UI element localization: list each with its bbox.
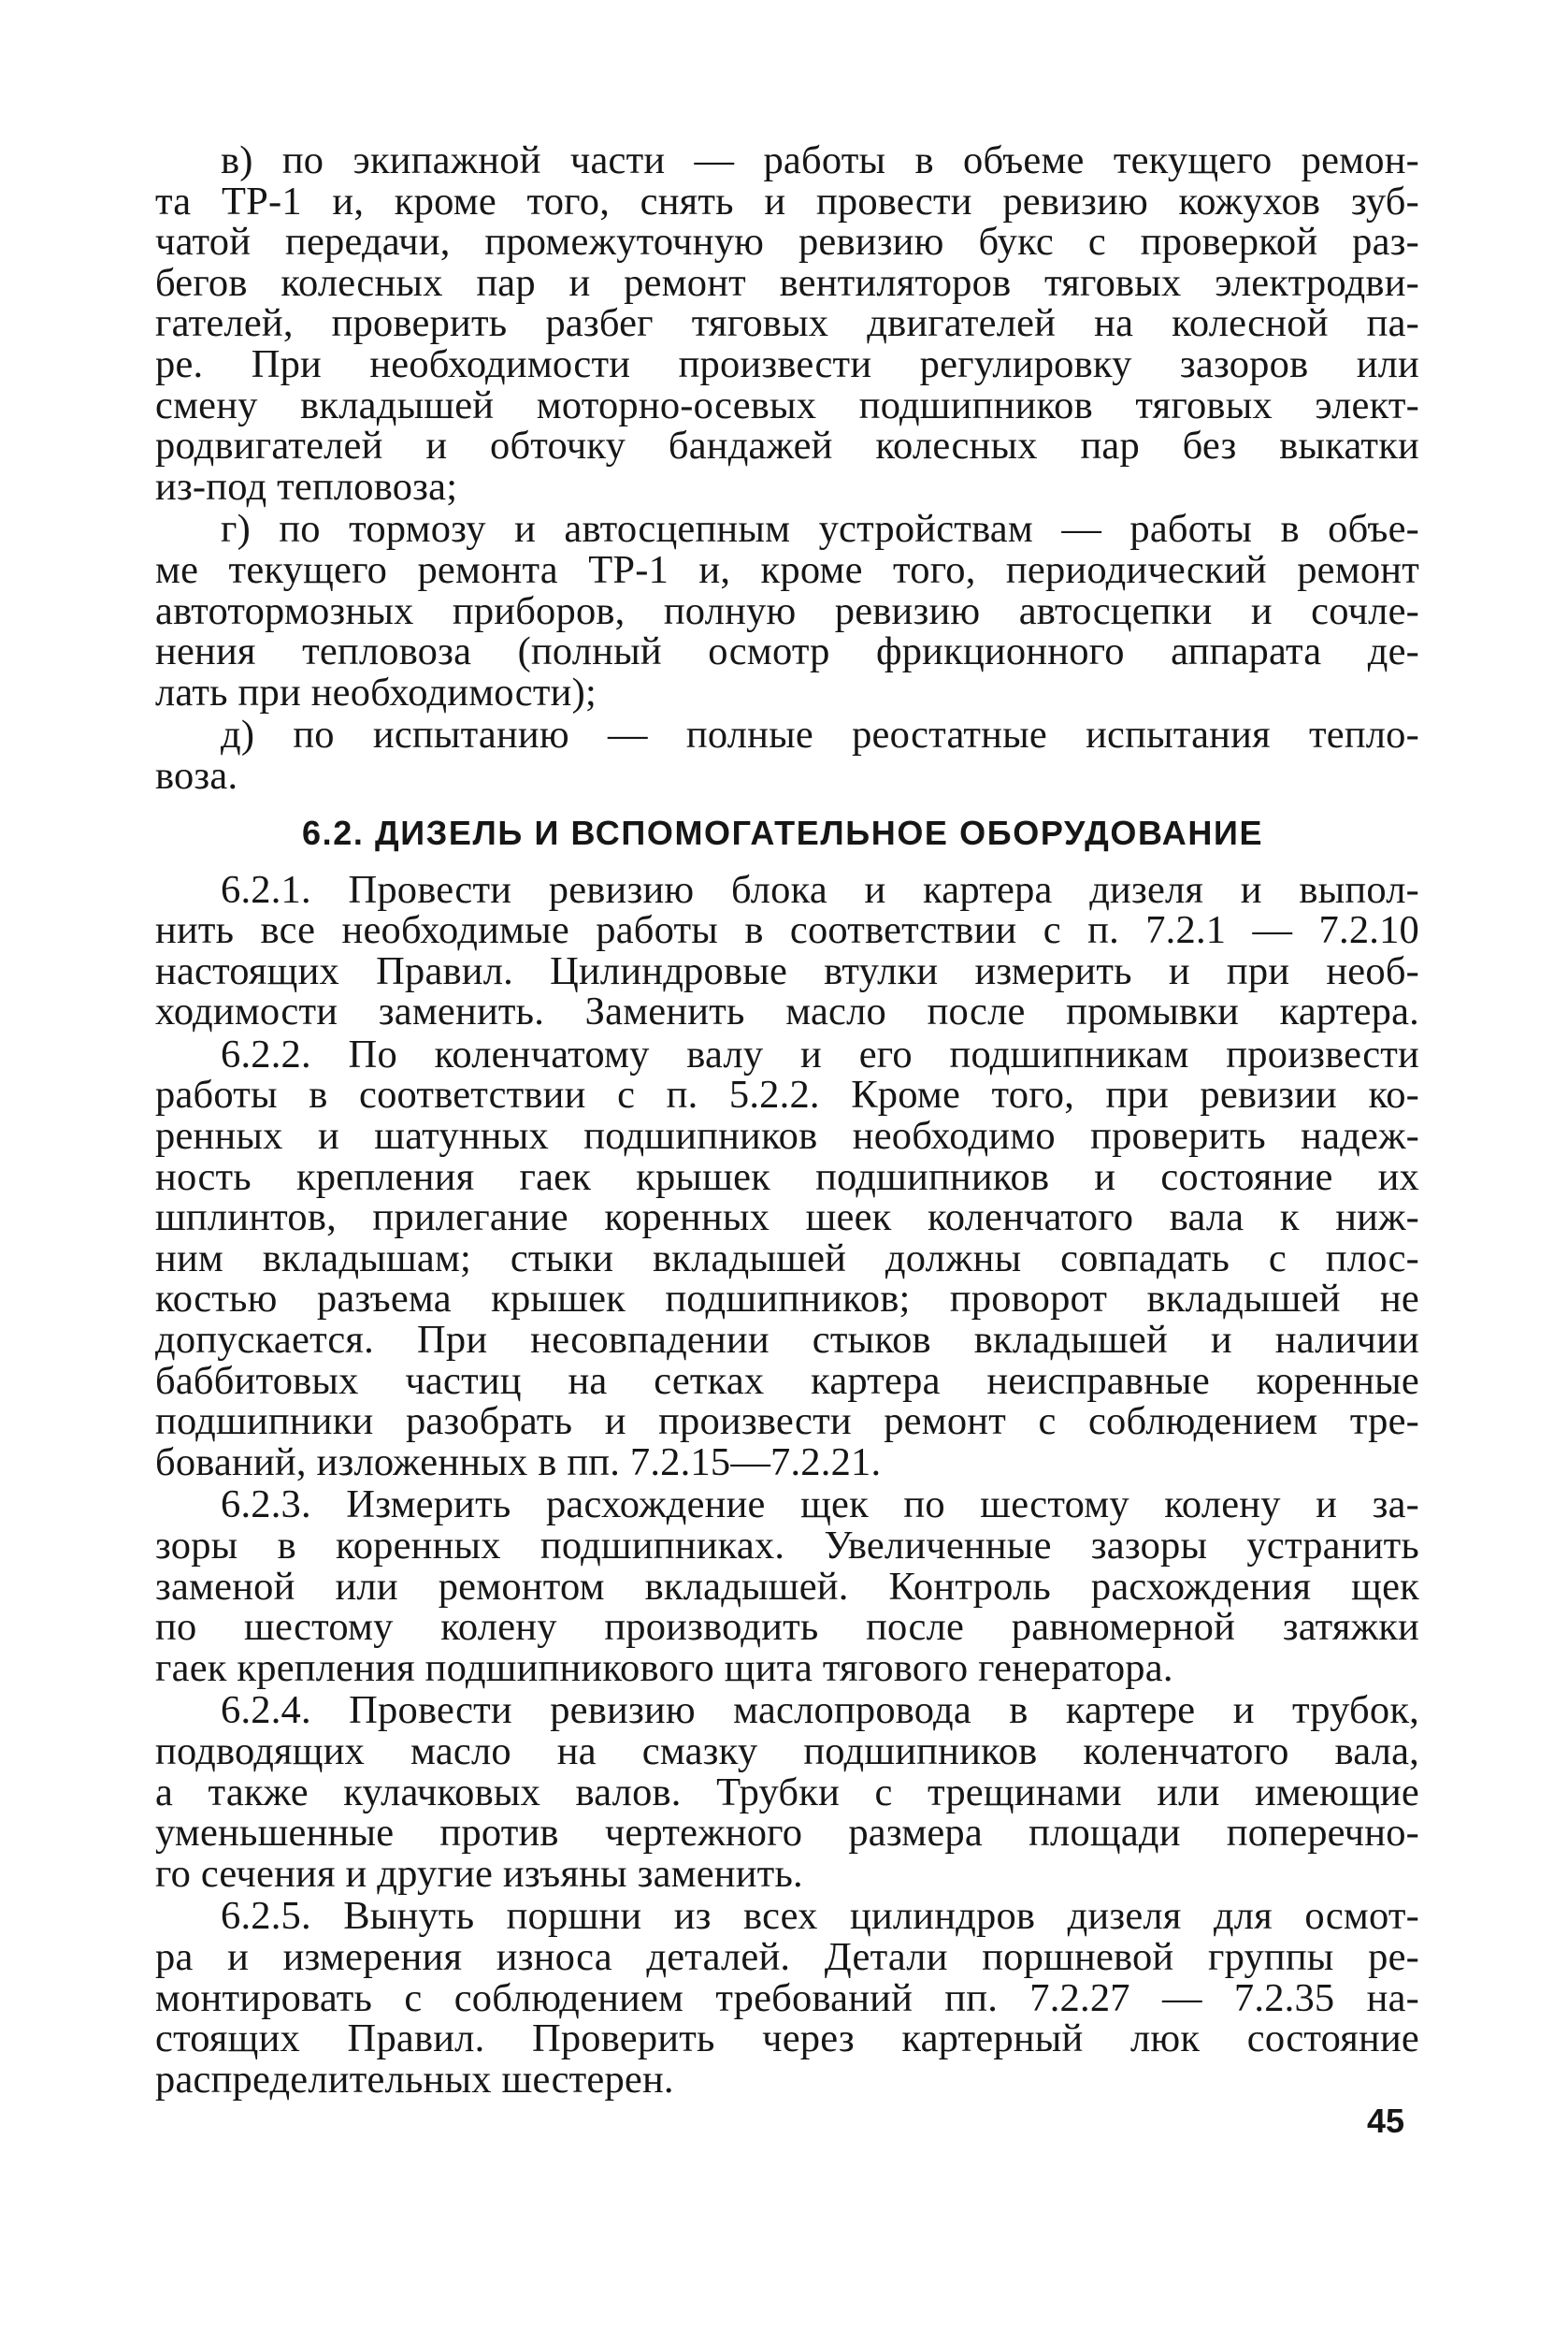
text-line: в) по экипажной части — работы в объеме текущего ремон- [221,138,1419,182]
text-line: заменой или ремонтом вкладышей. Контроль расхождения щек [155,1564,1419,1609]
text-line: уменьшенные против чертежного размера площади поперечно- [155,1811,1419,1856]
text-line: ре. При необходимости произвести регулировку зазоров или [155,341,1419,386]
paragraph-6-2-4 [155,1690,1419,1894]
text-line: а также кулачковых валов. Трубки с трещинами или имеющие [155,1770,1419,1814]
text-line: 6.2.2. По коленчатому валу и его подшипникам произвести [221,1032,1419,1077]
text-line: 6.2.5. Вынуть поршни из всех цилиндров дизеля для осмот- [221,1894,1419,1939]
text-line: г) по тормозу и автосцепным устройствам — работы в объе- [221,507,1419,552]
text-line: родвигателей и обточку бандажей колесных пар без выкатки [155,424,1419,469]
text-line: работы в соответствии с п. 5.2.2. Кроме того, при ревизии ко- [155,1073,1419,1118]
page-number: 45 [1367,2102,1405,2140]
text-line: ме текущего ремонта ТР-1 и, кроме того, периодический ремонт [155,547,1419,592]
paragraph-6-2-2 [155,1034,1419,1483]
text-line: чатой передачи, промежуточную ревизию букс с проверкой раз- [155,220,1419,265]
text-line: 6.2.1. Провести ревизию блока и картера дизеля и выпол- [221,867,1419,912]
text-line: подшипники разобрать и произвести ремонт с соблюдением тре- [155,1399,1419,1444]
paragraph-6-2-1 [155,867,1419,1034]
text-line: лать при необходимости); [155,670,597,715]
text-line: та ТР-1 и, кроме того, снять и провести ревизию кожухов зуб- [155,179,1419,224]
text-line: ренных и шатунных подшипников необходимо проверить надеж- [155,1114,1419,1159]
text-line: настоящих Правил. Цилиндровые втулки измерить и при необ- [155,948,1419,993]
text-line: стоящих Правил. Проверить через картерный люк состояние [155,2016,1419,2061]
paragraph-v [155,140,1419,507]
text-line: нения тепловоза (полный осмотр фрикционного аппарата де- [155,629,1419,674]
text-line: бований, изложенных в пп. 7.2.15—7.2.21. [155,1439,882,1484]
text-line: подводящих масло на смазку подшипников коленчатого вала, [155,1728,1419,1773]
text-line: допускается. При несовпадении стыков вкладышей и наличии [155,1318,1419,1363]
text-line: гаек крепления подшипникового щита тягового генератора. [155,1645,1173,1690]
text-line: го сечения и другие изъяны заменить. [155,1851,803,1896]
text-line: зоры в коренных подшипниках. Увеличенные зазоры устранить [155,1524,1419,1568]
text-line: 6.2.4. Провести ревизию маслопровода в картере и трубок, [221,1688,1419,1733]
text-line: нить все необходимые работы в соответствии с п. 7.2.1 — 7.2.10 [155,908,1419,953]
text-line: 6.2.3. Измерить расхождение щек по шестому колену и за- [221,1482,1419,1527]
text-line: автотормозных приборов, полную ревизию автосцепки и сочле- [155,588,1419,633]
section-heading: 6.2. ДИЗЕЛЬ И ВСПОМОГАТЕЛЬНОЕ ОБОРУДОВАНИЕ [302,813,1264,852]
text-line: по шестому колену производить после равномерной затяжки [155,1605,1419,1650]
text-line: монтировать с соблюдением требований пп. 7.2.27 — 7.2.35 на- [155,1975,1419,2020]
paragraph-6-2-3 [155,1484,1419,1688]
text-line: ность крепления гаек крышек подшипников и состояние их [155,1154,1419,1199]
paragraph-g [155,509,1419,713]
text-line: из-под тепловоза; [155,464,458,509]
text-line: гателей, проверить разбег тяговых двигателей на колесной па- [155,301,1419,346]
text-line: воза. [155,753,238,798]
text-line: баббитовых частиц на сетках картера неисправные коренные [155,1358,1419,1403]
text-line: бегов колесных пар и ремонт вентиляторов тяговых электродви- [155,260,1419,305]
text-line: ра и измерения износа деталей. Детали поршневой группы ре- [155,1934,1419,1979]
document-page [155,140,1419,2100]
text-line: шплинтов, прилегание коренных шеек коленчатого вала к ниж- [155,1195,1419,1240]
paragraph-6-2-5 [155,1896,1419,2100]
text-line: д) по испытанию — полные реостатные испытания тепло- [221,713,1419,758]
text-line: ним вкладышам; стыки вкладышей должны совпадать с плос- [155,1236,1419,1280]
text-line: костью разъема крышек подшипников; проворот вкладышей не [155,1277,1419,1322]
text-line: ходимости заменить. Заменить масло после промывки картера. [155,990,1419,1034]
paragraph-d [155,715,1419,796]
text-line: распределительных шестерен. [155,2057,674,2102]
text-line: смену вкладышей моторно-осевых подшипников тяговых элект- [155,383,1419,427]
